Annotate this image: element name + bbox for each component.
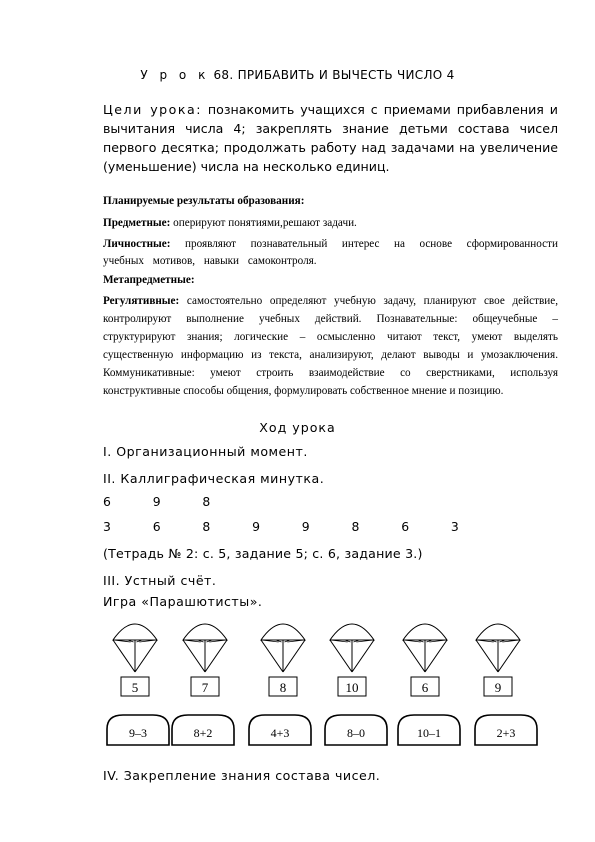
- calligraphy-digits-1: 6 9 8: [103, 494, 211, 509]
- parachute: [113, 624, 157, 696]
- landing-platform: [172, 715, 234, 745]
- parachute: [261, 624, 305, 696]
- goals-label: Цели урока:: [103, 102, 202, 117]
- platform-expression: 4+3: [270, 726, 290, 740]
- regulatory-text: самостоятельно определяют учебную задачу, планируют свое действие, контролируют выполнение учебных действий. Познавательные: общеучебные – структурируют знания; логические – осмысленно читают текст, умеют выделять существенную информацию из текста, анализируют, делают выводы и умозаключения. Коммуникативные: умеют строить взаимодействие со сверстниками, используя конструктивные способы общения, формулировать собственное мнение и позицию.: [103, 295, 558, 397]
- regulatory-results: [103, 292, 558, 400]
- lesson-title-text: 68. ПРИБАВИТЬ И ВЫЧЕСТЬ ЧИСЛО 4: [213, 68, 455, 82]
- lesson-word: У р о к: [140, 68, 210, 82]
- section-2: II. Каллиграфическая минутка.: [103, 471, 325, 486]
- subject-results: [103, 215, 558, 232]
- course-heading: Ход урока: [259, 420, 336, 435]
- parachute: [476, 624, 520, 696]
- notebook-reference: (Тетрадь № 2: с. 5, задание 5; с. 6, задание 3.): [103, 546, 423, 561]
- subject-text: оперируют понятиями,решают задачи.: [173, 217, 357, 229]
- parachute-number: 8: [279, 680, 287, 695]
- landing-platform: [475, 715, 537, 745]
- game-title: Игра «Парашютисты».: [103, 594, 263, 609]
- meta-heading: Метапредметные:: [103, 274, 195, 286]
- platform-expression: 9–3: [129, 726, 147, 740]
- section-1: I. Организационный момент.: [103, 444, 308, 459]
- landing-platform: [325, 715, 387, 745]
- landing-platform: [398, 715, 460, 745]
- parachute-number: 9: [494, 680, 502, 695]
- parachute-number: 7: [201, 680, 209, 695]
- parachute: [330, 624, 374, 696]
- lesson-title: [0, 68, 595, 82]
- regulatory-label: Регулятивные:: [103, 295, 180, 307]
- parachute-number: 6: [421, 680, 429, 695]
- parachute-number: 5: [131, 680, 139, 695]
- section-3: III. Устный счёт.: [103, 573, 217, 588]
- parachute: [403, 624, 447, 696]
- parachute-number: 10: [345, 680, 359, 695]
- personal-text: проявляют познавательный интерес на основе сформированности учебных мотивов, навыки самоконтроля.: [103, 238, 558, 268]
- subject-label: Предметные:: [103, 217, 171, 229]
- calligraphy-digits-2: 3 6 8 9 9 8 6 3: [103, 519, 459, 534]
- platform-expression: 8+2: [193, 726, 213, 740]
- personal-results: [103, 236, 558, 270]
- personal-label: Личностные:: [103, 238, 171, 250]
- parachute: [183, 624, 227, 696]
- platform-expression: 8–0: [347, 726, 365, 740]
- results-heading: Планируемые результаты образования:: [103, 195, 305, 207]
- parachutists-illustration: [0, 610, 595, 760]
- landing-platform: [107, 715, 169, 745]
- lesson-goals: [103, 100, 558, 176]
- goals-text: познакомить учащихся с приемами прибавления и вычитания числа 4; закреплять знание детьми состава чисел первого десятка; продолжать работу над задачами на увеличение (уменьшение) числа на несколько единиц.: [103, 102, 558, 174]
- section-4: IV. Закрепление знания состава чисел.: [103, 768, 381, 783]
- platform-expression: 2+3: [496, 726, 516, 740]
- landing-platform: [249, 715, 311, 745]
- platform-expression: 10–1: [417, 726, 441, 740]
